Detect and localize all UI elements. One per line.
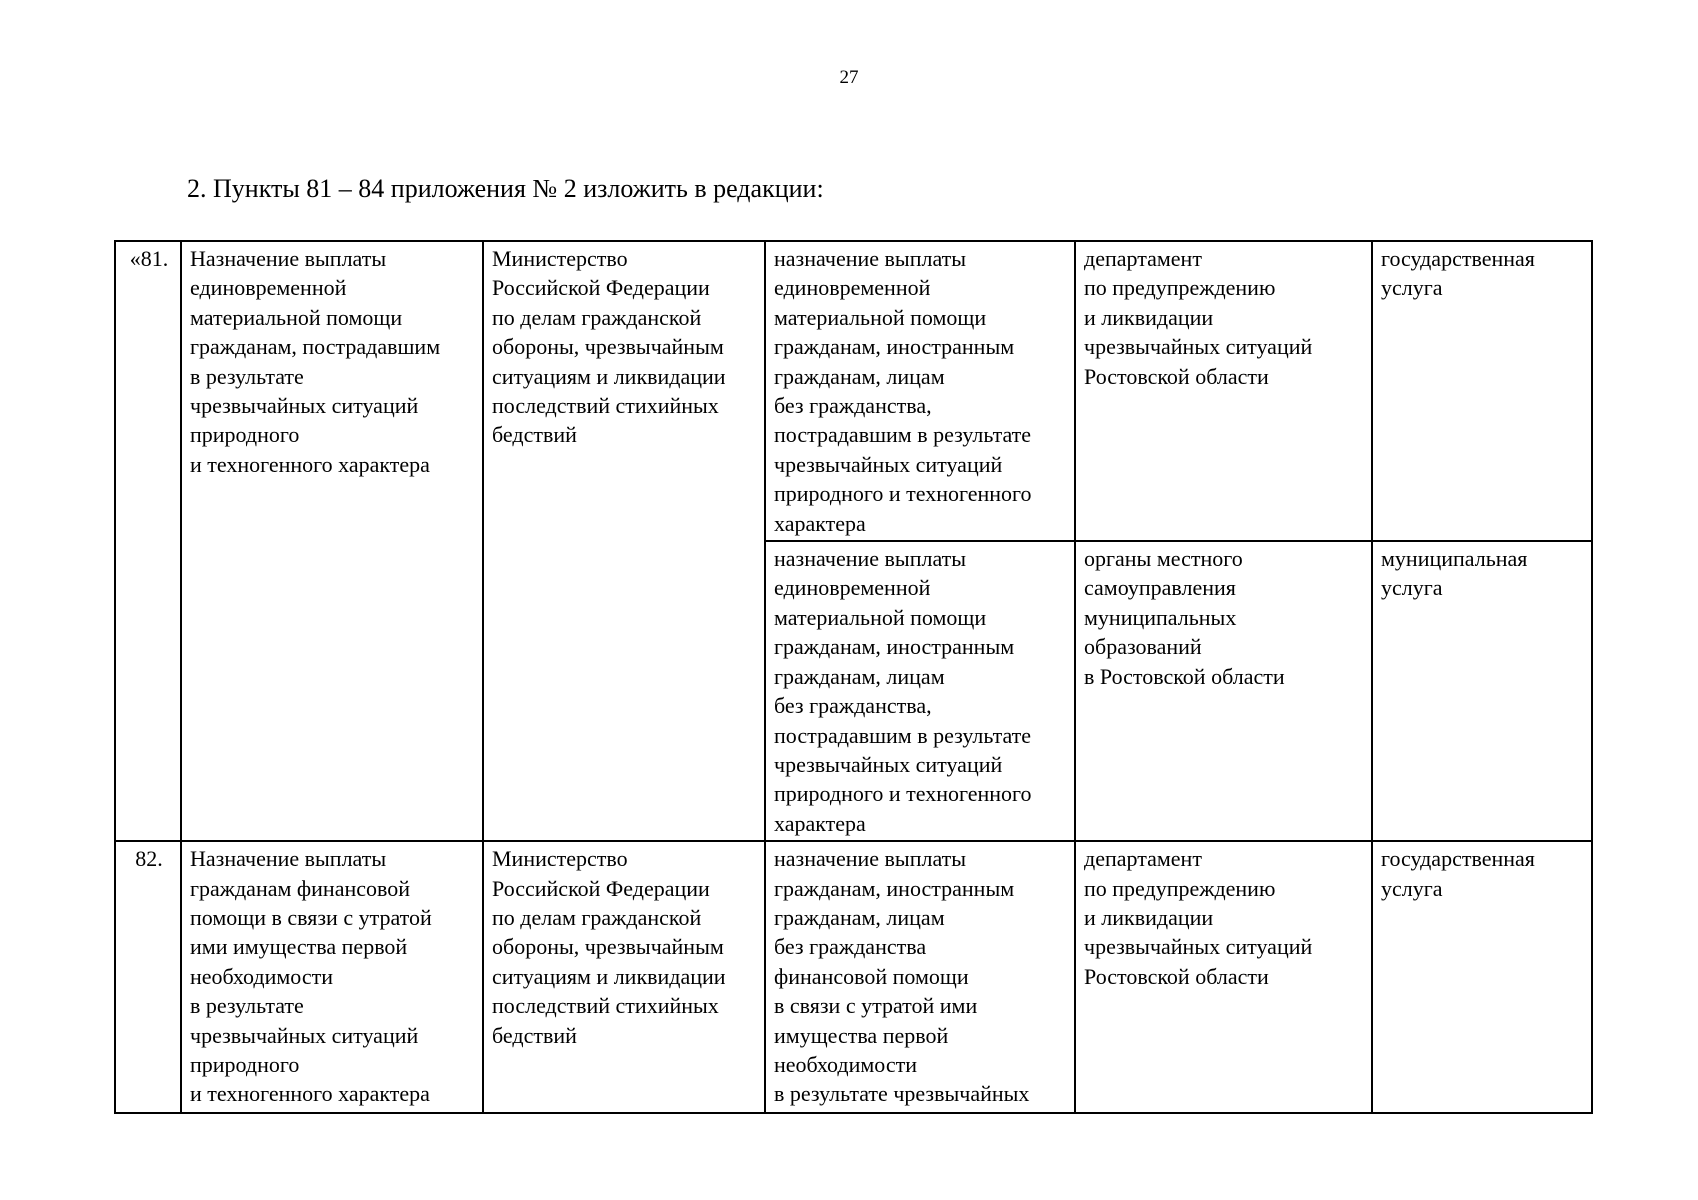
responsible-agency: органы местного самоуправления муниципальных образований в Ростовской области <box>1075 541 1372 841</box>
item-number: «81. <box>115 241 181 841</box>
service-description: назначение выплаты гражданам, иностранным гражданам, лицам без гражданства финансовой помощи в связи с утратой ими имущества первой необходимости в результате чрезвычайных <box>765 841 1075 1113</box>
page-number: 27 <box>839 67 859 88</box>
service-name: Назначение выплаты гражданам финансовой помощи в связи с утратой ими имущества первой необходимости в результате чрезвычайных ситуаций природного и техногенного характера <box>181 841 483 1113</box>
services-table <box>114 240 1593 1114</box>
service-type: государственная услуга <box>1372 841 1592 1113</box>
service-type: муниципальная услуга <box>1372 541 1592 841</box>
responsible-agency: департамент по предупреждению и ликвидации чрезвычайных ситуаций Ростовской области <box>1075 241 1372 541</box>
federal-body: Министерство Российской Федерации по делам гражданской обороны, чрезвычайным ситуациям и ликвидации последствий стихийных бедствий <box>483 241 765 841</box>
service-name: Назначение выплаты единовременной материальной помощи гражданам, пострадавшим в результате чрезвычайных ситуаций природного и техногенного характера <box>181 241 483 841</box>
table-row <box>115 841 1592 1113</box>
responsible-agency: департамент по предупреждению и ликвидации чрезвычайных ситуаций Ростовской области <box>1075 841 1372 1113</box>
service-description: назначение выплаты единовременной материальной помощи гражданам, иностранным гражданам, лицам без гражданства, пострадавшим в результате чрезвычайных ситуаций природного и техногенного характера <box>765 241 1075 541</box>
table-row <box>115 241 1592 541</box>
item-number: 82. <box>115 841 181 1113</box>
amendment-intro: 2. Пункты 81 – 84 приложения № 2 изложить в редакции: <box>187 174 824 203</box>
service-description: назначение выплаты единовременной материальной помощи гражданам, иностранным гражданам, лицам без гражданства, пострадавшим в результате чрезвычайных ситуаций природного и техногенного характера <box>765 541 1075 841</box>
service-type: государственная услуга <box>1372 241 1592 541</box>
federal-body: Министерство Российской Федерации по делам гражданской обороны, чрезвычайным ситуациям и ликвидации последствий стихийных бедствий <box>483 841 765 1113</box>
